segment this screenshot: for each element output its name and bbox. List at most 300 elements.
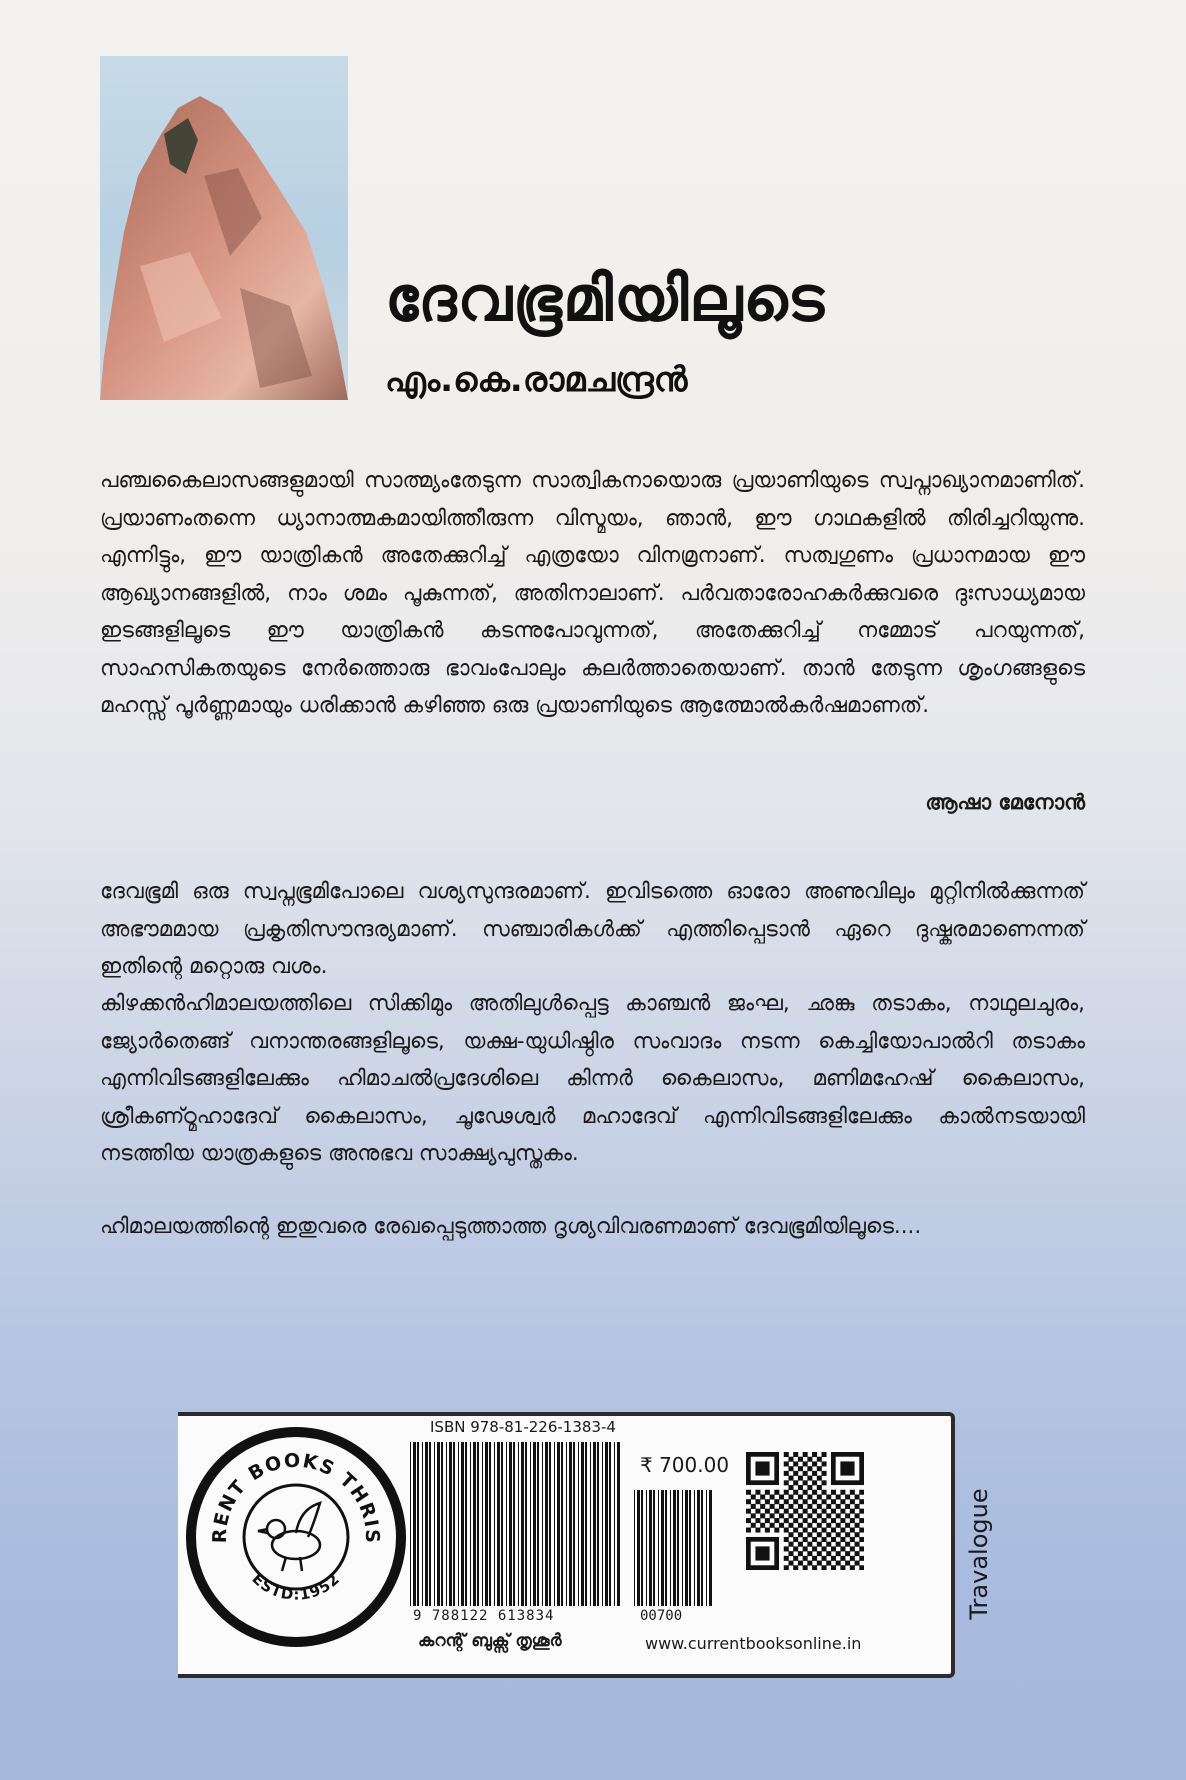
qr-module (779, 1523, 784, 1528)
qr-module (822, 1565, 827, 1570)
barcode-bar (609, 1442, 611, 1606)
qr-module (836, 1532, 841, 1537)
qr-module (840, 1565, 845, 1570)
qr-module (784, 1499, 789, 1504)
qr-module (793, 1452, 798, 1457)
qr-module (840, 1528, 845, 1533)
qr-module (751, 1523, 756, 1528)
qr-module (822, 1509, 827, 1514)
barcode-bar (573, 1442, 575, 1606)
qr-module (793, 1461, 798, 1466)
qr-module (798, 1561, 803, 1566)
qr-module (798, 1523, 803, 1528)
qr-module (850, 1565, 855, 1570)
qr-module (859, 1528, 864, 1533)
qr-module (793, 1471, 798, 1476)
qr-module (788, 1561, 793, 1566)
barcode-bar (649, 1490, 652, 1606)
qr-module (822, 1518, 827, 1523)
qr-module (836, 1494, 841, 1499)
qr-module (840, 1546, 845, 1551)
qr-finder (755, 1546, 769, 1560)
barcode-bar (434, 1442, 435, 1606)
qr-module (807, 1561, 812, 1566)
publisher-website: www.currentbooksonline.in (645, 1634, 862, 1653)
qr-module (760, 1513, 765, 1518)
barcode-bar (641, 1490, 643, 1606)
qr-module (798, 1494, 803, 1499)
qr-module (803, 1537, 808, 1542)
qr-module (770, 1513, 775, 1518)
qr-module (793, 1480, 798, 1485)
barcode-bar (673, 1490, 676, 1606)
description-paragraph-1: ദേവഭൂമി ഒരു സ്വപ്നഭൂമിപോലെ വശ്യസുന്ദരമാണ്. ഇവിടത്തെ ഓരോ അണുവിലും മുറ്റിനിൽക്കുന്നത് അഭൗമമായ പ്രകൃതിസൗന്ദര്യമാണ്. സഞ്ചാരികൾക്ക് എത്തിപ്പെടാൻ ഏറെ ദുഷ്കരമാണെന്നത് ഇതിന്റെ മറ്റൊരു വശം. (100, 879, 1085, 979)
qr-module (760, 1494, 765, 1499)
barcode-bar (521, 1442, 524, 1606)
barcode-bar (545, 1442, 548, 1606)
qr-module (760, 1523, 765, 1528)
qr-module (826, 1513, 831, 1518)
qr-module (803, 1480, 808, 1485)
qr-module (755, 1518, 760, 1523)
qr-module (822, 1452, 827, 1457)
qr-module (803, 1490, 808, 1495)
barcode-bar (602, 1442, 603, 1606)
publisher-seal-logo (186, 1427, 406, 1647)
qr-module (784, 1471, 789, 1476)
barcode-bar (597, 1442, 599, 1606)
barcode-bar (513, 1442, 515, 1606)
qr-module (803, 1499, 808, 1504)
isbn-number: ISBN 978-81-226-1383-4 (430, 1418, 616, 1436)
seal-graphic (196, 1437, 396, 1637)
qr-module (812, 1461, 817, 1466)
reviewer-name: ആഷാ മേനോൻ (925, 790, 1085, 814)
qr-module (807, 1513, 812, 1518)
qr-module (803, 1556, 808, 1561)
barcode-bar (569, 1442, 572, 1606)
barcode-bar (658, 1490, 659, 1606)
qr-module (765, 1490, 770, 1495)
qr-module (803, 1565, 808, 1570)
qr-module (826, 1494, 831, 1499)
qr-module (788, 1523, 793, 1528)
qr-module (798, 1466, 803, 1471)
qr-module (774, 1509, 779, 1514)
qr-module (840, 1537, 845, 1542)
qr-module (855, 1561, 860, 1566)
qr-module (784, 1461, 789, 1466)
qr-module (855, 1523, 860, 1528)
qr-module (765, 1499, 770, 1504)
qr-module (793, 1546, 798, 1551)
qr-module (822, 1471, 827, 1476)
rock-illustration (100, 56, 348, 400)
qr-module (788, 1542, 793, 1547)
barcode-bar (617, 1442, 620, 1606)
qr-module (774, 1490, 779, 1495)
qr-module (798, 1513, 803, 1518)
qr-module (807, 1504, 812, 1509)
qr-module (812, 1452, 817, 1457)
qr-module (784, 1556, 789, 1561)
barcode-bar (709, 1490, 712, 1606)
qr-module (817, 1476, 822, 1481)
barcode-bar (634, 1490, 635, 1606)
qr-module (788, 1466, 793, 1471)
qr-module (840, 1490, 845, 1495)
barcode-bar (697, 1490, 700, 1606)
publisher-name: കറന്റ് ബുക്സ് തൃശൂർ (418, 1631, 562, 1651)
qr-module (836, 1513, 841, 1518)
qr-module (845, 1494, 850, 1499)
qr-module (826, 1504, 831, 1509)
qr-module (822, 1480, 827, 1485)
barcode-bar (661, 1490, 664, 1606)
qr-module (845, 1551, 850, 1556)
qr-module (855, 1532, 860, 1537)
barcode-bar (449, 1442, 452, 1606)
qr-module (822, 1528, 827, 1533)
qr-module (746, 1490, 751, 1495)
qr-module (840, 1518, 845, 1523)
qr-module (784, 1509, 789, 1514)
book-price: ₹ 700.00 (640, 1453, 730, 1477)
barcode-bar (561, 1442, 563, 1606)
qr-module (845, 1523, 850, 1528)
barcode-bar (501, 1442, 503, 1606)
qr-module (859, 1509, 864, 1514)
qr-module (798, 1485, 803, 1490)
qr-module (831, 1556, 836, 1561)
barcode-bar (485, 1442, 488, 1606)
qr-module (765, 1518, 770, 1523)
qr-module (793, 1565, 798, 1570)
barcode-bar (437, 1442, 440, 1606)
qr-module (812, 1565, 817, 1570)
review-quote: പഞ്ചകൈലാസങ്ങളുമായി സാത്മ്യംതേടുന്ന സാത്വികനായൊരു പ്രയാണിയുടെ സ്വപ്നാഖ്യാനമാണിത്. പ്രയാണംതന്നെ ധ്യാനാത്മകമായിത്തീരുന്ന വിസ്മയം, ഞാൻ, ഈ ഗാഥകളിൽ തിരിച്ചറിയുന്നു. എന്നിട്ടും, ഈ യാത്രികൻ അതേക്കുറിച്ച് എത്രയോ വിനമ്രനാണ്. സത്വഗുണം പ്രധാനമായ ഈ ആഖ്യാനങ്ങളിൽ, നാം ശമം പൂകുന്നത്, അതിനാലാണ്. പർവതാരോഹകർക്കുവരെ ദുഃസാധ്യമായ ഇടങ്ങളിലൂടെ ഈ യാത്രികൻ കടന്നുപോവുന്നത്, അതേക്കുറിച്ച് നമ്മോട് പറയുന്നത്, സാഹസികതയുടെ നേർത്തൊരു ഭാവംപോലും കലർത്താതെയാണ്. താൻ തേടുന്ന ശൃംഗങ്ങളുടെ മഹസ്സ് പൂർണ്ണമായും ധരിക്കാൻ കഴിഞ്ഞ ഒരു പ്രയാണിയുടെ ആത്മോൽകർഷമാണത്. (100, 468, 1085, 718)
barcode-bar (685, 1490, 688, 1606)
qr-module (826, 1561, 831, 1566)
qr-module (793, 1537, 798, 1542)
qr-module (840, 1499, 845, 1504)
qr-module (850, 1490, 855, 1495)
qr-module (831, 1490, 836, 1495)
qr-module (788, 1457, 793, 1462)
qr-module (788, 1494, 793, 1499)
barcode-bar (525, 1442, 527, 1606)
qr-module (807, 1532, 812, 1537)
qr-module (774, 1528, 779, 1533)
qr-module (784, 1537, 789, 1542)
qr-module (812, 1499, 817, 1504)
qr-module (807, 1476, 812, 1481)
svg-text:ESTD:1952 (248, 1570, 343, 1604)
qr-module (822, 1461, 827, 1466)
barcode-bar (533, 1442, 536, 1606)
barcode-bar (637, 1490, 640, 1606)
qr-module (793, 1518, 798, 1523)
book-author: എം.കെ.രാമചന്ദ്രൻ (385, 360, 688, 400)
barcode-bar (694, 1490, 695, 1606)
qr-module (850, 1556, 855, 1561)
barcode-bar (422, 1442, 423, 1606)
qr-module (746, 1518, 751, 1523)
barcode-bar (554, 1442, 555, 1606)
barcode-digits: 9 788122 613834 (413, 1608, 555, 1624)
qr-module (774, 1518, 779, 1523)
barcode-bar (605, 1442, 608, 1606)
qr-module (840, 1556, 845, 1561)
barcode-bar (461, 1442, 464, 1606)
qr-module (803, 1452, 808, 1457)
qr-module (817, 1466, 822, 1471)
qr-module (812, 1537, 817, 1542)
qr-module (831, 1509, 836, 1514)
qr-module (807, 1551, 812, 1556)
qr-module (831, 1518, 836, 1523)
description-paragraph-3: ഹിമാലയത്തിന്റെ ഇതുവരെ രേഖപ്പെടുത്താത്ത ദൃശ്യവിവരണമാണ് ദേവഭൂമിയിലൂടെ.... (100, 1214, 922, 1239)
seal-bottom-text: ESTD:1952 (248, 1569, 344, 1604)
qr-module (817, 1494, 822, 1499)
qr-module (817, 1542, 822, 1547)
qr-module (850, 1509, 855, 1514)
barcode-bar (446, 1442, 447, 1606)
description-paragraph-2: കിഴക്കൻഹിമാലയത്തിലെ സിക്കിമും അതിലുൾപ്പെട്ട കാഞ്ചൻ ജംഘ, ഛങ്കു തടാകം, നാഥുലചുരം, ജ്യോർതെങ്ങ് വനാന്തരങ്ങളിലൂടെ, യക്ഷ-യുധിഷ്ഠിര സംവാദം നടന്ന കെച്ചിയോപാൽറി തടാകം എന്നിവിടങ്ങളിലേക്കും ഹിമാചൽപ്രദേശിലെ കിന്നർ കൈലാസം, മണിമഹേഷ് കൈലാസം, ശ്രീകണ്ഠ്മഹാദേവ് കൈലാസം, ചൂഢേശ്വർ മഹാദേവ് എന്നിവിടങ്ങളിലേക്കും കാൽനടയായി നടത്തിയ യാത്രകളുടെ അനുഭവ സാക്ഷ്യപുസ്തകം. (100, 991, 1085, 1166)
barcode-bar (413, 1442, 416, 1606)
qr-module (817, 1513, 822, 1518)
barcode-bar (477, 1442, 479, 1606)
qr-module (760, 1504, 765, 1509)
qr-module (770, 1494, 775, 1499)
qr-module (798, 1532, 803, 1537)
qr-module (784, 1546, 789, 1551)
qr-module (798, 1457, 803, 1462)
qr-module (826, 1542, 831, 1547)
qr-module (807, 1466, 812, 1471)
qr-module (755, 1499, 760, 1504)
barcode-bar (470, 1442, 471, 1606)
qr-module (859, 1499, 864, 1504)
qr-module (812, 1490, 817, 1495)
qr-module (812, 1528, 817, 1533)
barcode-bar (665, 1490, 667, 1606)
barcode-bar (653, 1490, 655, 1606)
barcode-bar (542, 1442, 543, 1606)
qr-module (755, 1490, 760, 1495)
qr-module (822, 1499, 827, 1504)
cover-photo-rock (100, 56, 348, 400)
qr-module (784, 1490, 789, 1495)
qr-module (817, 1457, 822, 1462)
qr-module (803, 1518, 808, 1523)
qr-module (845, 1532, 850, 1537)
barcode-bar (590, 1442, 591, 1606)
qr-module (755, 1509, 760, 1514)
qr-module (788, 1485, 793, 1490)
qr-module (817, 1551, 822, 1556)
barcode-bar (518, 1442, 519, 1606)
qr-module (859, 1518, 864, 1523)
qr-module (859, 1556, 864, 1561)
qr-module (798, 1551, 803, 1556)
qr-module (859, 1565, 864, 1570)
barcode-bar (530, 1442, 531, 1606)
barcode-bar (537, 1442, 539, 1606)
barcode-bar (578, 1442, 579, 1606)
qr-module (831, 1546, 836, 1551)
barcode-bar (701, 1490, 703, 1606)
qr-module (850, 1537, 855, 1542)
qr-module (765, 1528, 770, 1533)
qr-module (793, 1490, 798, 1495)
barcode-bar (465, 1442, 467, 1606)
qr-module (817, 1485, 822, 1490)
barcode-bar (429, 1442, 431, 1606)
qr-module (826, 1532, 831, 1537)
qr-module (812, 1509, 817, 1514)
qr-module (779, 1494, 784, 1499)
book-title: ദേവഭൂമിയിലൂടെ (385, 262, 826, 335)
qr-module (746, 1499, 751, 1504)
barcode-bar (614, 1442, 615, 1606)
barcode-bar (581, 1442, 584, 1606)
svg-text:CURRENT BOOKS THRISSUR (196, 1437, 383, 1544)
qr-module (788, 1532, 793, 1537)
qr-module (807, 1542, 812, 1547)
qr-module (855, 1513, 860, 1518)
qr-module (774, 1499, 779, 1504)
qr-module (788, 1513, 793, 1518)
barcode-bar (689, 1490, 691, 1606)
qr-module (836, 1551, 841, 1556)
qr-module (807, 1457, 812, 1462)
qr-module (831, 1537, 836, 1542)
barcode-bar (593, 1442, 596, 1606)
qr-module (850, 1518, 855, 1523)
qr-module (845, 1542, 850, 1547)
qr-module (803, 1509, 808, 1514)
qr-module (784, 1480, 789, 1485)
qr-module (855, 1542, 860, 1547)
barcode-bar (441, 1442, 443, 1606)
qr-module (817, 1523, 822, 1528)
qr-module (751, 1504, 756, 1509)
qr-module (807, 1523, 812, 1528)
barcode-bar (453, 1442, 455, 1606)
qr-module (779, 1504, 784, 1509)
qr-module (746, 1509, 751, 1514)
qr-module (822, 1546, 827, 1551)
qr-module (765, 1509, 770, 1514)
qr-module (788, 1551, 793, 1556)
qr-module (822, 1537, 827, 1542)
barcode-bar (417, 1442, 419, 1606)
barcode-bar (482, 1442, 483, 1606)
qr-module (751, 1494, 756, 1499)
qr-module (803, 1461, 808, 1466)
barcode-bar (425, 1442, 428, 1606)
barcode-bar (458, 1442, 459, 1606)
qr-module (812, 1518, 817, 1523)
qr-module (845, 1504, 850, 1509)
qr-module (784, 1518, 789, 1523)
qr-finder (840, 1461, 854, 1475)
barcode-bar (497, 1442, 500, 1606)
qr-module (807, 1494, 812, 1499)
bird-icon (258, 1503, 320, 1571)
qr-module (788, 1476, 793, 1481)
qr-module (836, 1561, 841, 1566)
barcode-bar (410, 1442, 411, 1606)
barcode-bar (473, 1442, 476, 1606)
qr-module (770, 1504, 775, 1509)
barcode-bar (557, 1442, 560, 1606)
barcode-bar (566, 1442, 567, 1606)
barcode-bar (677, 1490, 679, 1606)
qr-module (836, 1542, 841, 1547)
qr-module (817, 1561, 822, 1566)
qr-module (817, 1532, 822, 1537)
qr-code (746, 1452, 864, 1570)
barcode-bar (489, 1442, 491, 1606)
qr-module (859, 1490, 864, 1495)
qr-module (826, 1523, 831, 1528)
genre-label: Travalogue (965, 1488, 993, 1620)
qr-module (850, 1546, 855, 1551)
qr-module (751, 1513, 756, 1518)
qr-module (845, 1561, 850, 1566)
qr-module (836, 1523, 841, 1528)
qr-module (812, 1556, 817, 1561)
qr-module (840, 1509, 845, 1514)
barcode-bar (682, 1490, 683, 1606)
qr-module (850, 1499, 855, 1504)
qr-module (855, 1504, 860, 1509)
barcode-bar (585, 1442, 587, 1606)
barcode (408, 1442, 624, 1608)
qr-module (822, 1556, 827, 1561)
qr-module (779, 1513, 784, 1518)
qr-module (850, 1528, 855, 1533)
qr-module (793, 1528, 798, 1533)
qr-module (831, 1528, 836, 1533)
barcode-bar (506, 1442, 507, 1606)
barcode-bar (509, 1442, 512, 1606)
qr-module (798, 1504, 803, 1509)
qr-module (803, 1471, 808, 1476)
barcode-bar (670, 1490, 671, 1606)
qr-module (793, 1509, 798, 1514)
qr-module (822, 1490, 827, 1495)
qr-module (746, 1528, 751, 1533)
qr-module (770, 1523, 775, 1528)
price-barcode (632, 1490, 716, 1608)
barcode-bar (646, 1490, 647, 1606)
qr-module (793, 1556, 798, 1561)
addon-digits: 00700 (640, 1608, 683, 1624)
qr-module (784, 1528, 789, 1533)
qr-module (788, 1504, 793, 1509)
qr-module (807, 1485, 812, 1490)
qr-module (831, 1565, 836, 1570)
qr-module (826, 1551, 831, 1556)
qr-module (817, 1504, 822, 1509)
qr-module (845, 1513, 850, 1518)
qr-module (812, 1546, 817, 1551)
qr-module (784, 1452, 789, 1457)
qr-module (836, 1504, 841, 1509)
